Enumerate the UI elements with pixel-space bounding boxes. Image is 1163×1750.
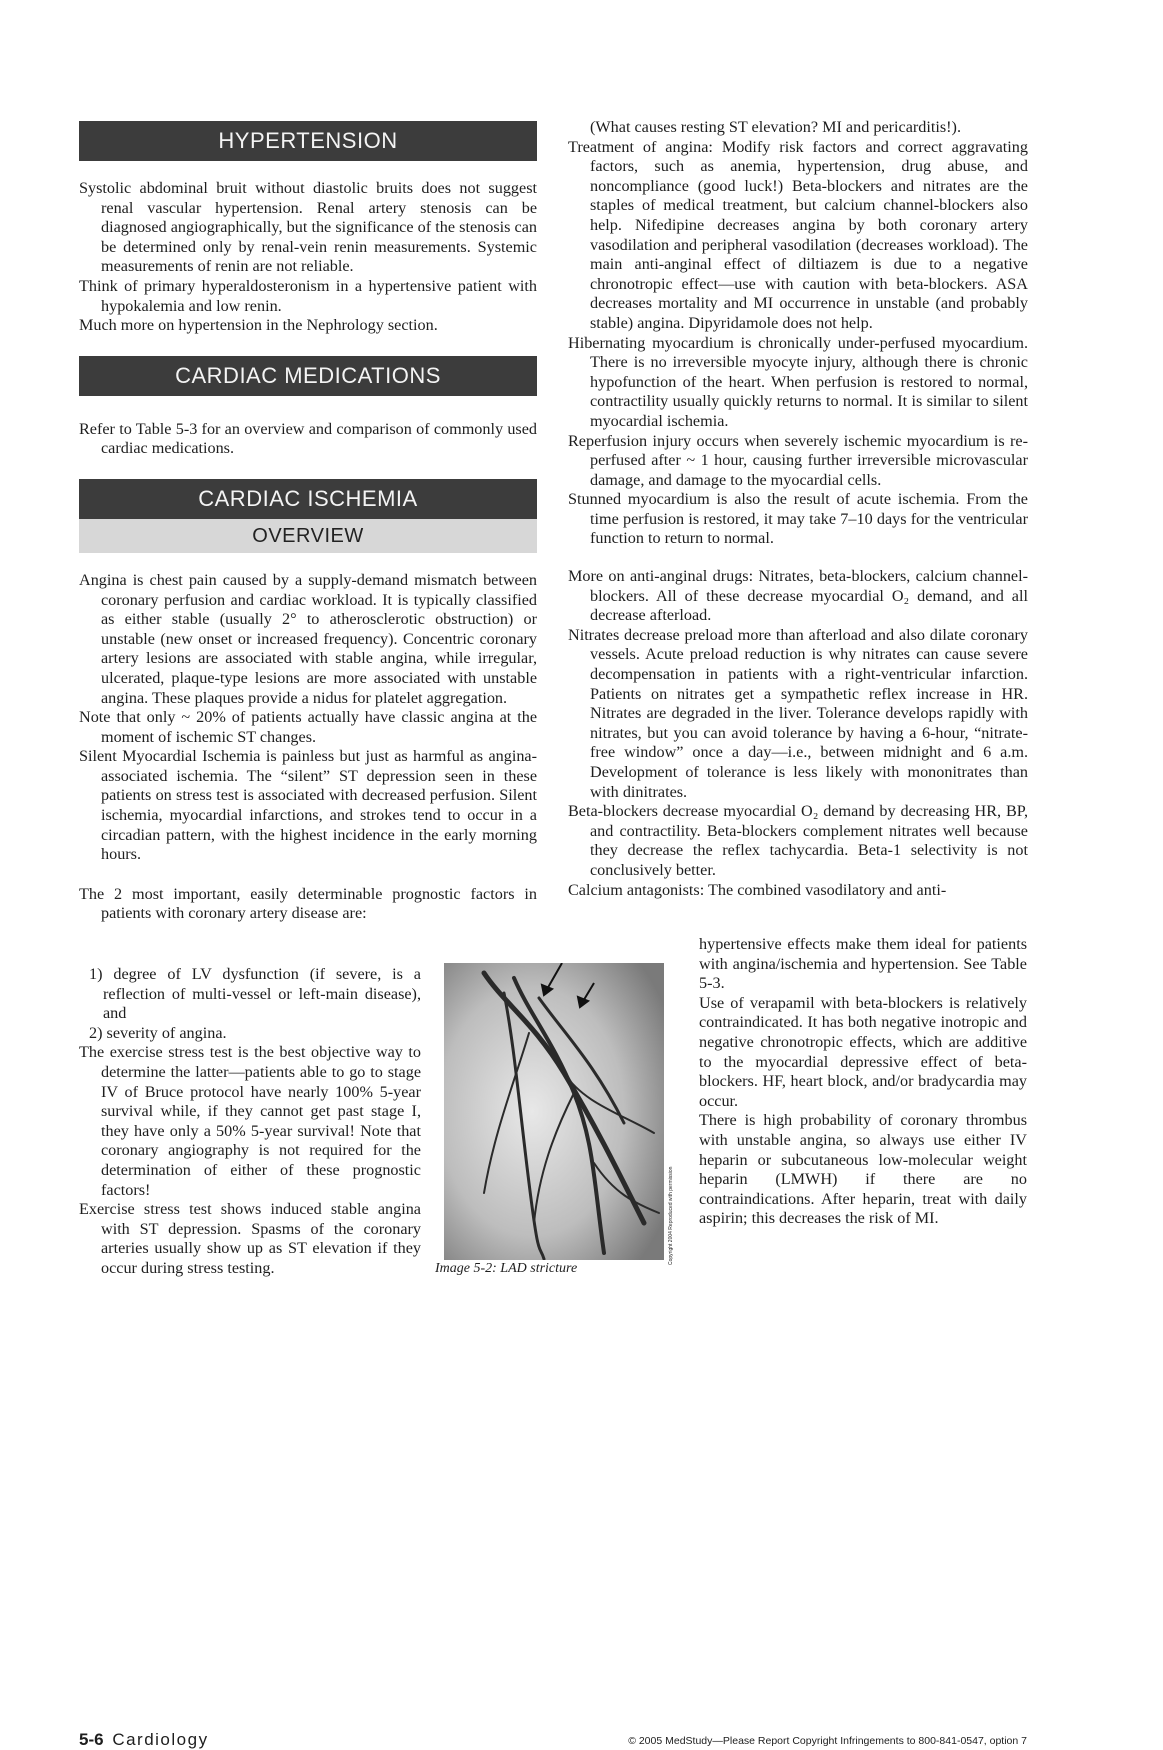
angiogram-illustration: [444, 963, 664, 1260]
section-name: Cardiology: [112, 1730, 209, 1749]
list-item: 2) severity of angina.: [89, 1023, 227, 1042]
page-number: 5-6: [79, 1730, 104, 1749]
paragraph: Think of primary hyperaldosteronism in a hypertensive patient with hypokalemia and low renin.: [79, 276, 537, 315]
right-column-lower: [699, 935, 1027, 1229]
section-banner-cardiac-medications: CARDIAC MEDICATIONS: [79, 356, 537, 396]
paragraph: (What causes resting ST elevation? MI and pericarditis!).: [590, 118, 961, 136]
paragraph: The exercise stress test is the best objective way to determine the latter—patients able to go to stage IV of Bruce protocol have nearly 100% 5-year survival while, if they cannot get past stage I, they have only a 50% 5-year survival! Note that coronary angiography is not required for the determination of either of these prognostic factors!: [79, 1043, 421, 1199]
left-column-lower: [79, 965, 421, 1279]
paragraph: Exercise stress test shows induced stable angina with ST depression. Spasms of the coronary arteries usually show up as ST elevation if they occur during stress testing.: [79, 1200, 421, 1277]
paragraph: Stunned myocardium is also the result of acute ischemia. From the time perfusion is restored, it may take 7–10 days for the ventricular function to return to normal.: [568, 490, 1028, 548]
paragraph: Silent Myocardial Ischemia is painless but just as harmful as angina-associated ischemia. The “silent” ST depression seen in these patients on stress test is associated with decreased perfusion. Silent ischemia, myocardial infarctions, and strokes tend to occur in a circadian pattern, with the highest incidence in the early morning hours.: [79, 747, 537, 864]
paragraph: The 2 most important, easily determinable prognostic factors in patients with coronary artery disease are:: [79, 884, 537, 923]
list-item: 1) degree of LV dysfunction (if severe, is a reflection of multi-vessel or left-main disease), and: [89, 965, 421, 1023]
paragraph: There is high probability of coronary thrombus with unstable angina, so always use either IV heparin or subcutaneous low-molecular weight heparin (LMWH) if there are no contraindications. After heparin, treat with daily aspirin; this decreases the risk of MI.: [699, 1111, 1027, 1228]
subsection-banner-overview: OVERVIEW: [79, 519, 537, 553]
paragraph: Use of verapamil with beta-blockers is relatively contraindicated. It has both negative inotropic and negative chronotropic effects, which are additive to the myocardial depressive effect of beta-blockers. HF, heart block, and/or bradycardia may occur.: [699, 993, 1027, 1110]
paragraph: Nitrates decrease preload more than afterload and also dilate coronary vessels. Acute preload reduction is why nitrates can cause severe decompensation in patients with a right-ventricular infarction. Patients on nitrates get a sympathetic reflex increase in HR. Nitrates are degraded in the liver. Tolerance develops rapidly with nitrates, but you can avoid tolerance by having a 6-hour, “nitrate-free window” once a day—i.e., between midnight and 6 a.m. Development of tolerance is less likely with mononitrates than with dinitrates.: [568, 625, 1028, 801]
paragraph: Much more on hypertension in the Nephrology section.: [79, 316, 438, 335]
image-credit: Copyright 2004 Reproduced with permission: [668, 1166, 674, 1265]
paragraph: hypertensive effects make them ideal for patients with angina/ischemia and hypertension. See Table 5-3.: [699, 935, 1027, 993]
page-footer-copyright: © 2005 MedStudy—Please Report Copyright Infringements to 800-841-0547, option 7: [628, 1735, 1027, 1747]
left-column: [79, 121, 537, 924]
paragraph: Systolic abdominal bruit without diastolic bruits does not suggest renal vascular hypertension. Renal artery stenosis can be diagnosed angiographically, but the significance of the stenosis can be determined only by renal-vein renin measurements. Systemic measurements of renin are not reliable.: [79, 179, 537, 276]
page-footer-left: [79, 1730, 209, 1750]
paragraph: Reperfusion injury occurs when severely ischemic myocardium is re-perfused after ~ 1 hour, causing further irreversible microvascular damage, and damage to the myocardial cells.: [568, 431, 1028, 489]
paragraph: Angina is chest pain caused by a supply-demand mismatch between coronary perfusion and cardiac workload. It is typically classified as either stable (usually 2° to atherosclerotic obstruction) or unstable (new onset or increased frequency). Concentric coronary artery lesions are associated with stable angina, while irregular, ulcerated, plaque-type lesions are more associated with unstable angina. These plaques provide a nidus for platelet aggregation.: [79, 570, 537, 707]
paragraph: Calcium antagonists: The combined vasodilatory and anti-: [568, 880, 947, 899]
section-banner-cardiac-ischemia: CARDIAC ISCHEMIA: [79, 479, 537, 519]
paragraph: More on anti-anginal drugs: Nitrates, beta-blockers, calcium channel-blockers. All of these decrease myocardial O₂ demand, and all decrease afterload.: [568, 567, 1028, 625]
figure-caption: Image 5-2: LAD stricture: [435, 1261, 578, 1276]
angiogram-image: [444, 963, 664, 1260]
section-banner-hypertension: HYPERTENSION: [79, 121, 537, 161]
paragraph: Refer to Table 5-3 for an overview and comparison of commonly used cardiac medications.: [79, 419, 537, 458]
paragraph: Hibernating myocardium is chronically under-perfused myocardium. There is no irreversible myocyte injury, although there is chronic hypofunction of the heart. When perfusion is restored to normal, contractility usually quickly returns to normal. It is similar to silent myocardial ischemia.: [568, 333, 1028, 430]
right-column: [568, 118, 1028, 900]
paragraph: Beta-blockers decrease myocardial O₂ demand by decreasing HR, BP, and contractility. Beta-blockers complement nitrates well because they decrease the reflex tachycardia. Beta-1 selectivity is not conclusively better.: [568, 802, 1028, 879]
paragraph: Note that only ~ 20% of patients actually have classic angina at the moment of ischemic ST changes.: [79, 708, 537, 746]
paragraph: Treatment of angina: Modify risk factors and correct aggravating factors, such as anemia, hypertension, drug abuse, and noncompliance (good luck!) Beta-blockers and nitrates are the staples of medical treatment, but calcium channel-blockers also help. Nifedipine decreases angina by both coronary artery vasodilation and peripheral vasodilation (decreases workload). The main anti-anginal effect of diltiazem is due to a negative chronotropic effect—use with caution with beta-blockers. ASA decreases mortality and MI occurrence in unstable (and probably stable) angina. Dipyridamole does not help.: [568, 137, 1028, 332]
